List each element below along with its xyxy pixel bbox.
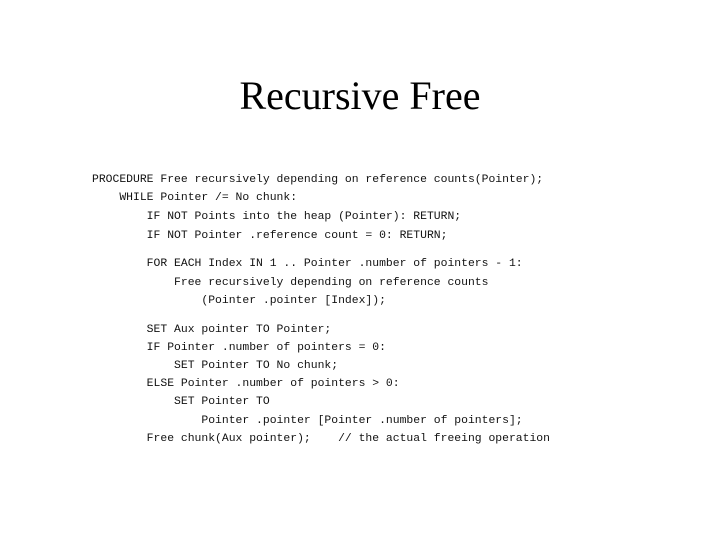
code-line: Free chunk(Aux pointer); // the actual freeing operation — [92, 433, 550, 445]
code-line: SET Pointer TO No chunk; — [92, 360, 339, 372]
code-line: ELSE Pointer .number of pointers > 0: — [92, 378, 400, 390]
code-line: PROCEDURE Free recursively depending on reference counts(Pointer); — [92, 174, 544, 186]
code-line: (Pointer .pointer [Index]); — [92, 295, 386, 307]
code-line: SET Aux pointer TO Pointer; — [92, 324, 332, 336]
code-line: Pointer .pointer [Pointer .number of pointers]; — [92, 415, 523, 427]
code-line: IF NOT Pointer .reference count = 0: RETURN; — [92, 230, 448, 242]
code-line: SET Pointer TO — [92, 396, 270, 408]
code-line: IF Pointer .number of pointers = 0: — [92, 342, 386, 354]
code-line: WHILE Pointer /= No chunk: — [92, 192, 298, 204]
code-line: IF NOT Points into the heap (Pointer): RETURN; — [92, 211, 462, 223]
code-line: FOR EACH Index IN 1 .. Pointer .number of pointers - 1: — [92, 258, 523, 270]
slide-title: Recursive Free — [239, 73, 481, 118]
code-line: Free recursively depending on reference counts — [92, 277, 489, 289]
